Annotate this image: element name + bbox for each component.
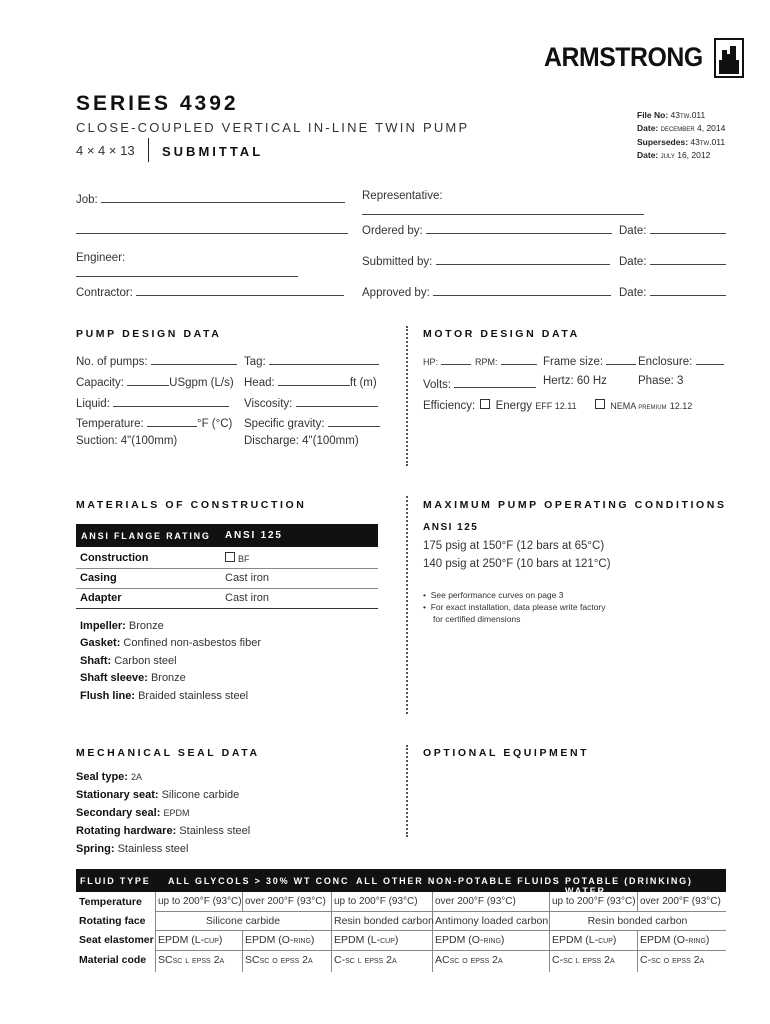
- fluid-col-line-6b: [637, 930, 638, 972]
- frame-size-line: [606, 352, 636, 365]
- rotating-cell-4: Resin bonded carbon: [587, 915, 688, 927]
- max-conditions-title: MAXIMUM PUMP OPERATING CONDITIONS: [423, 499, 727, 511]
- construction-value: [225, 552, 250, 565]
- head-field[interactable]: [244, 373, 377, 389]
- spring-value: Stainless steel: [117, 843, 189, 855]
- column-divider-2: [406, 496, 408, 714]
- ordered-by-field[interactable]: [362, 221, 612, 237]
- seal-type-value: 2A: [131, 772, 143, 782]
- armstrong-emblem-icon: [714, 38, 744, 78]
- date-field-1[interactable]: [619, 221, 726, 237]
- hp-label: HP:: [423, 357, 439, 367]
- elastomer-cell-5: EPDM (L-cup): [552, 934, 617, 946]
- stationary-seat-value: Silicone carbide: [161, 789, 240, 801]
- shaft-row: [80, 655, 177, 667]
- specific-gravity-line: [328, 414, 380, 427]
- casing-value: Cast iron: [225, 572, 270, 584]
- nema-label: NEMA premium: [610, 401, 667, 411]
- material-cell-5: C-sc l epss 2a: [552, 954, 615, 966]
- pump-design-title: PUMP DESIGN DATA: [76, 328, 222, 340]
- note-2-cont: for certified dimensions: [433, 614, 521, 624]
- fluid-col-line-2a: [242, 892, 243, 911]
- capacity-unit: USgpm (L/s): [169, 377, 234, 389]
- optional-equipment-title: OPTIONAL EQUIPMENT: [423, 747, 590, 759]
- enclosure-line: [696, 352, 724, 365]
- flush-line-label: Flush line:: [80, 690, 135, 702]
- representative-line: [362, 202, 644, 215]
- frame-size-field[interactable]: [543, 352, 636, 368]
- discharge-size: Discharge: 4"(100mm): [244, 435, 359, 447]
- representative-field[interactable]: [362, 190, 726, 218]
- material-cell-3: C-sc l epss 2a: [334, 954, 397, 966]
- date-line-1: [650, 221, 726, 234]
- notes-list: [423, 589, 606, 625]
- contractor-field[interactable]: [76, 283, 348, 299]
- temperature-field[interactable]: [76, 414, 232, 430]
- capacity-field[interactable]: [76, 373, 234, 389]
- bf-checkbox[interactable]: [225, 552, 235, 562]
- date-label-1: Date:: [619, 225, 647, 237]
- enclosure-field[interactable]: [638, 352, 724, 368]
- job-line: [101, 190, 345, 203]
- seal-data-title: MECHANICAL SEAL DATA: [76, 747, 260, 759]
- note-2: • For exact installation, data please write factory: [423, 602, 606, 612]
- energy-checkbox[interactable]: [480, 399, 490, 409]
- shaft-sleeve-label: Shaft sleeve:: [80, 672, 148, 684]
- note-1: • See performance curves on page 3: [423, 590, 564, 600]
- materials-header-bar: [76, 524, 378, 547]
- tag-field[interactable]: [244, 352, 379, 368]
- volts-field[interactable]: [423, 375, 536, 391]
- shaft-label: Shaft:: [80, 655, 112, 667]
- tag-line: [269, 352, 379, 365]
- rotating-face-row-label: Rotating face: [79, 915, 146, 927]
- rotating-cell-2: Resin bonded carbon: [334, 915, 434, 927]
- motor-design-title: MOTOR DESIGN DATA: [423, 328, 580, 340]
- energy-label: Energy: [495, 400, 533, 412]
- fluid-col-line-3: [331, 892, 332, 972]
- document-type: SUBMITTAL: [162, 144, 264, 159]
- secondary-seal-label: Secondary seal:: [76, 807, 161, 819]
- fluid-type-header: FLUID TYPE: [80, 876, 151, 886]
- job-field[interactable]: [76, 190, 348, 206]
- material-cell-1: SCsc l epss 2a: [158, 954, 225, 966]
- date-field-2[interactable]: [619, 252, 726, 268]
- volts-label: Volts:: [423, 379, 452, 391]
- glycols-header: ALL GLYCOLS > 30% WT CONC: [168, 876, 350, 886]
- date-field-3[interactable]: [619, 283, 726, 299]
- contractor-line: [136, 283, 344, 296]
- seat-elastomer-row-label: Seat elastomer: [79, 934, 154, 946]
- suction-size: Suction: 4"(100mm): [76, 435, 178, 447]
- flush-line-row: [80, 690, 248, 702]
- fluid-col-line-2b: [242, 930, 243, 972]
- pump-subtitle: CLOSE-COUPLED VERTICAL IN-LINE TWIN PUMP: [76, 120, 470, 135]
- contractor-label: Contractor:: [76, 287, 133, 299]
- material-cell-2: SCsc o epss 2a: [245, 954, 313, 966]
- materials-title: MATERIALS OF CONSTRUCTION: [76, 499, 307, 511]
- column-divider-1: [406, 326, 408, 466]
- rotating-hardware-value: Stainless steel: [179, 825, 251, 837]
- file-no: 43tw.011: [670, 110, 706, 120]
- job-label: Job:: [76, 194, 98, 206]
- temperature-label: Temperature:: [76, 418, 144, 430]
- construction-label: Construction: [80, 552, 149, 564]
- fluid-row-line-1: [155, 911, 726, 912]
- nema-value: 12.12: [669, 401, 693, 411]
- material-code-row-label: Material code: [79, 954, 147, 966]
- spring-row: [76, 843, 189, 855]
- submitted-by-line: [436, 252, 610, 265]
- gasket-row: [80, 637, 261, 649]
- nema-row: [595, 399, 692, 412]
- engineer-label: Engineer:: [76, 252, 126, 264]
- blank-line: [76, 233, 348, 234]
- date-label-3: Date:: [619, 287, 647, 299]
- materials-divider-2: [76, 588, 378, 589]
- specific-gravity-label: Specific gravity:: [244, 418, 325, 430]
- engineer-line: [76, 264, 298, 277]
- fluid-row-line-3: [155, 950, 726, 951]
- rotating-hardware-row: [76, 825, 250, 837]
- material-cell-6: C-sc o epss 2a: [640, 954, 705, 966]
- liquid-label: Liquid:: [76, 398, 110, 410]
- fluid-col-line-4: [432, 892, 433, 972]
- adapter-value: Cast iron: [225, 592, 270, 604]
- shaft-sleeve-value: Bronze: [150, 672, 186, 684]
- column-divider-3: [406, 745, 408, 837]
- armstrong-logo: [544, 38, 744, 78]
- capacity-label: Capacity:: [76, 377, 124, 389]
- viscosity-field[interactable]: [244, 394, 378, 410]
- fluid-col-line-6a: [637, 892, 638, 911]
- spring-label: Spring:: [76, 843, 115, 855]
- rpm-line: [501, 352, 537, 365]
- flange-rating-header: ANSI FLANGE RATING: [81, 531, 211, 541]
- shaft-sleeve-row: [80, 672, 186, 684]
- impeller-value: Bronze: [128, 620, 164, 632]
- seal-type-label: Seal type:: [76, 771, 128, 783]
- tag-label: Tag:: [244, 356, 266, 368]
- stationary-seat-row: [76, 789, 239, 801]
- secondary-seal-row: [76, 807, 189, 819]
- enclosure-label: Enclosure:: [638, 356, 693, 368]
- head-unit: ft (m): [349, 377, 377, 389]
- liquid-line: [113, 394, 229, 407]
- pump-size: 4 × 4 × 13: [76, 143, 135, 158]
- ordered-by-line: [426, 221, 612, 234]
- file-no-label: File No:: [637, 110, 669, 120]
- hertz: Hertz: 60 Hz: [543, 375, 607, 387]
- supersedes-date: july 16, 2012: [660, 150, 711, 161]
- adapter-label: Adapter: [80, 592, 122, 604]
- elastomer-cell-2: EPDM (O-ring): [245, 934, 315, 946]
- file-date: december 4, 2014: [660, 123, 726, 134]
- hp-line: [441, 352, 471, 365]
- capacity-line: [127, 373, 169, 386]
- date-label: Date:: [637, 123, 659, 134]
- fluid-col-line-1: [155, 892, 156, 972]
- viscosity-line: [296, 394, 378, 407]
- energy-eff: EFF 12.11: [535, 401, 577, 411]
- materials-bottom-rule: [76, 608, 378, 609]
- rotating-hardware-label: Rotating hardware:: [76, 825, 177, 837]
- brand-wordmark: ARMSTRONG: [544, 42, 703, 72]
- approved-by-label: Approved by:: [362, 287, 430, 299]
- engineer-field[interactable]: [76, 252, 348, 280]
- impeller-label: Impeller:: [80, 620, 126, 632]
- elastomer-cell-4: EPDM (O-ring): [435, 934, 505, 946]
- volts-line: [454, 375, 536, 388]
- temperature-line: [147, 414, 197, 427]
- specific-gravity-field[interactable]: [244, 414, 380, 430]
- seal-type-row: [76, 771, 142, 783]
- approved-by-line: [433, 283, 611, 296]
- head-label: Head:: [244, 377, 275, 389]
- potable-header: POTABLE (DRINKING) WATER: [565, 876, 693, 896]
- rpm-field[interactable]: [475, 352, 537, 368]
- viscosity-label: Viscosity:: [244, 398, 293, 410]
- temp-cell-5: up to 200°F (93°C): [552, 896, 636, 907]
- shaft-value: Carbon steel: [114, 655, 177, 667]
- ordered-by-label: Ordered by:: [362, 225, 423, 237]
- rating-label: ANSI 125: [423, 522, 479, 533]
- stationary-seat-label: Stationary seat:: [76, 789, 159, 801]
- no-pumps-field[interactable]: [76, 352, 237, 368]
- gasket-value: Confined non-asbestos fiber: [123, 637, 262, 649]
- pressure-line-2: 140 psig at 250°F (10 bars at 121°C): [423, 558, 611, 570]
- elastomer-cell-1: EPDM (L-cup): [158, 934, 223, 946]
- approved-by-field[interactable]: [362, 283, 612, 299]
- elastomer-cell-3: EPDM (L-cup): [334, 934, 399, 946]
- rpm-label: RPM:: [475, 357, 498, 367]
- temp-cell-6: over 200°F (93°C): [640, 896, 721, 907]
- representative-label: Representative:: [362, 190, 443, 202]
- date-line-3: [650, 283, 726, 296]
- no-pumps-label: No. of pumps:: [76, 356, 148, 368]
- ansi-125-header: ANSI 125: [225, 530, 283, 541]
- elastomer-cell-6: EPDM (O-ring): [640, 934, 710, 946]
- efficiency-row: [423, 399, 577, 412]
- size-divider: [148, 138, 149, 162]
- temp-cell-1: up to 200°F (93°C): [158, 896, 242, 907]
- supersedes: 43tw.011: [690, 136, 726, 147]
- date-label-2: Date:: [619, 256, 647, 268]
- temp-cell-2: over 200°F (93°C): [245, 896, 326, 907]
- fluid-col-line-5: [549, 892, 550, 972]
- fluid-table-header: [76, 869, 726, 896]
- hp-field[interactable]: [423, 352, 471, 368]
- note-2-text: For exact installation, data please write factory: [430, 602, 606, 612]
- phase: Phase: 3: [638, 375, 684, 387]
- liquid-field[interactable]: [76, 394, 229, 410]
- fluid-row-line-2: [155, 930, 726, 931]
- impeller-row: [80, 620, 164, 632]
- date-line-2: [650, 252, 726, 265]
- rotating-cell-1: Silicone carbide: [205, 915, 281, 927]
- frame-size-label: Frame size:: [543, 356, 604, 368]
- material-cell-4: ACsc o epss 2a: [435, 954, 503, 966]
- supersedes-label: Supersedes:: [637, 136, 689, 147]
- no-pumps-line: [151, 352, 237, 365]
- series-title: SERIES 4392: [76, 92, 239, 115]
- non-potable-header: ALL OTHER NON-POTABLE FLUIDS: [356, 876, 561, 886]
- head-line: [278, 373, 350, 386]
- flush-line-value: Braided stainless steel: [138, 690, 249, 702]
- temperature-unit: °F (°C): [196, 418, 233, 430]
- secondary-seal-value: EPDM: [163, 808, 190, 818]
- nema-checkbox[interactable]: [595, 399, 605, 409]
- temp-cell-3: up to 200°F (93°C): [334, 896, 418, 907]
- rotating-cell-3: Antimony loaded carbon: [435, 915, 549, 927]
- temp-cell-4: over 200°F (93°C): [435, 896, 516, 907]
- temperature-row-label: Temperature: [79, 896, 142, 908]
- casing-label: Casing: [80, 572, 117, 584]
- submitted-by-label: Submitted by:: [362, 256, 433, 268]
- gasket-label: Gasket:: [80, 637, 121, 649]
- pressure-line-1: 175 psig at 150°F (12 bars at 65°C): [423, 540, 605, 552]
- file-info: [637, 109, 725, 163]
- note-1-text: See performance curves on page 3: [430, 590, 564, 600]
- efficiency-label: Efficiency:: [423, 400, 476, 412]
- materials-divider-1: [76, 568, 378, 569]
- submitted-by-field[interactable]: [362, 252, 612, 268]
- date2-label: Date:: [637, 150, 659, 161]
- construction-bf: BF: [238, 554, 250, 564]
